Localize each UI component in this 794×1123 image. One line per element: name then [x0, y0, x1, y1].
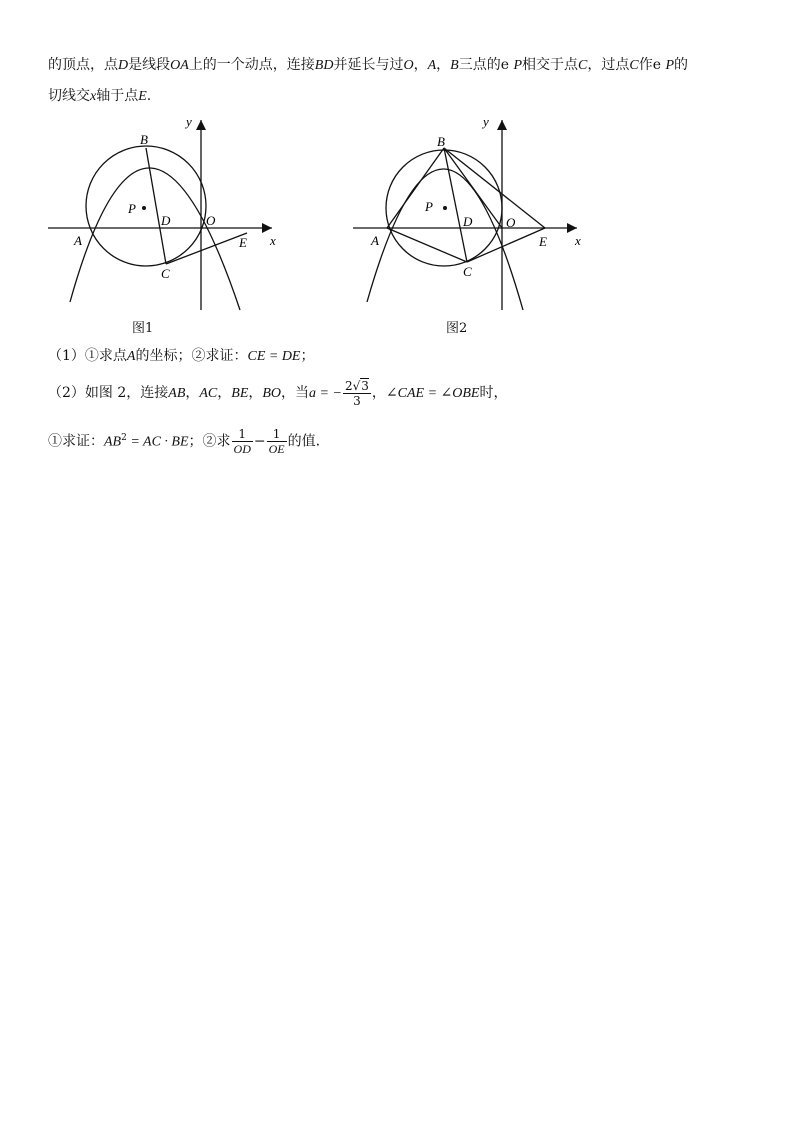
exponent: 2 [121, 433, 127, 443]
var-D: D [118, 58, 129, 73]
fraction-1-over-OD [232, 427, 253, 456]
fraction-2sqrt3-over-3 [343, 379, 371, 408]
label-x: x [270, 233, 276, 248]
text: 上的一个动点，连接 [188, 57, 315, 73]
text: 作 [638, 57, 653, 73]
question-2-subitems [48, 422, 320, 459]
text: ①求证： [48, 433, 104, 450]
label-y: y [186, 114, 192, 129]
var-A: A [427, 58, 437, 73]
center-dot [443, 206, 447, 210]
circle-P [86, 146, 206, 266]
text: ，当 [281, 385, 310, 401]
figure-1-caption: 图1 [132, 321, 154, 336]
segment-BC [146, 148, 166, 264]
circle-symbol: e [652, 57, 662, 73]
equation: = AC · BE [126, 434, 189, 450]
text: 的 [674, 57, 689, 73]
tangent-CE [166, 233, 247, 264]
text: . [146, 88, 152, 104]
text: 轴于点 [96, 88, 139, 104]
label-O: O [506, 215, 516, 230]
equation-a: a = − [309, 386, 342, 401]
label-B: B [437, 134, 445, 149]
angle-equation: ∠CAE = ∠OBE [385, 386, 480, 401]
figure-1 [40, 110, 300, 320]
text: 三点的 [458, 57, 501, 73]
label-D: D [463, 214, 473, 229]
minus-sign: − [253, 433, 266, 450]
text: 的坐标；②求证： [135, 348, 248, 364]
label-y: y [483, 114, 489, 129]
text: ， [185, 385, 200, 401]
fraction-denominator: 3 [353, 393, 361, 408]
text: ， [217, 385, 232, 401]
var-P: P [665, 58, 675, 73]
center-dot [142, 206, 146, 210]
label-O: O [206, 213, 216, 228]
var-A: A [126, 349, 136, 364]
var-BD: BD [314, 58, 334, 73]
var-O: O [403, 58, 414, 73]
text: 切线交 [48, 88, 90, 104]
figure-2-caption: 图2 [446, 321, 468, 336]
problem-text-line-2 [48, 86, 151, 107]
label-C: C [161, 266, 170, 281]
label-A: A [74, 233, 82, 248]
text: （1）①求点 [48, 348, 127, 364]
text: 时， [479, 385, 508, 401]
segment-BC [444, 148, 467, 262]
numerator-radicand: 3 [361, 378, 369, 393]
x-axis-arrow-icon [262, 223, 272, 233]
circle-symbol: e [500, 57, 510, 73]
label-E: E [239, 235, 247, 250]
var-BO: BO [262, 386, 282, 401]
text: 是线段 [128, 57, 171, 73]
var-P: P [513, 58, 523, 73]
text: 的顶点，点 [48, 57, 118, 73]
text: ， [371, 385, 386, 401]
text: 相交于点 [522, 57, 579, 73]
text: ；②求 [188, 433, 231, 450]
label-x: x [575, 233, 581, 248]
fraction-numerator: 1 [232, 427, 253, 442]
fraction-numerator: 2√3 [344, 378, 369, 393]
segment-BE [444, 148, 545, 228]
text: 的值. [287, 433, 321, 450]
question-2 [48, 378, 507, 409]
label-P: P [128, 201, 136, 216]
var-B: B [450, 58, 459, 73]
fraction-denominator: OE [268, 442, 285, 457]
text: ； [300, 348, 315, 364]
label-E: E [539, 234, 547, 249]
x-axis-arrow-icon [567, 223, 577, 233]
label-B: B [140, 132, 148, 147]
var-AC: AC [199, 386, 218, 401]
equation: CE = DE [247, 349, 301, 364]
fraction-numerator: 1 [267, 427, 287, 442]
label-D: D [161, 213, 171, 228]
text: 并延长与过 [333, 57, 404, 73]
text: ， [248, 385, 263, 401]
fraction-1-over-OE [267, 427, 287, 456]
figure-2 [345, 110, 605, 320]
y-axis-arrow-icon [497, 120, 507, 130]
segment-AB [387, 148, 444, 228]
var-C: C [629, 58, 639, 73]
fraction-denominator: OD [233, 442, 251, 457]
label-A: A [371, 233, 379, 248]
question-1 [48, 346, 314, 367]
var-OA: OA [170, 58, 189, 73]
numerator-coef: 2 [344, 378, 353, 393]
var-AB: AB [168, 386, 186, 401]
var-AB: AB [104, 434, 122, 450]
label-P: P [425, 199, 433, 214]
text: ，过点 [587, 57, 630, 73]
problem-text-line-1 [48, 55, 688, 76]
var-C: C [578, 58, 588, 73]
var-x: x [90, 89, 97, 104]
text: ， [413, 57, 428, 73]
text: （2）如图 2，连接 [48, 385, 169, 401]
label-C: C [463, 264, 472, 279]
var-BE: BE [231, 386, 249, 401]
var-E: E [138, 89, 147, 104]
y-axis-arrow-icon [196, 120, 206, 130]
text: ， [436, 57, 451, 73]
